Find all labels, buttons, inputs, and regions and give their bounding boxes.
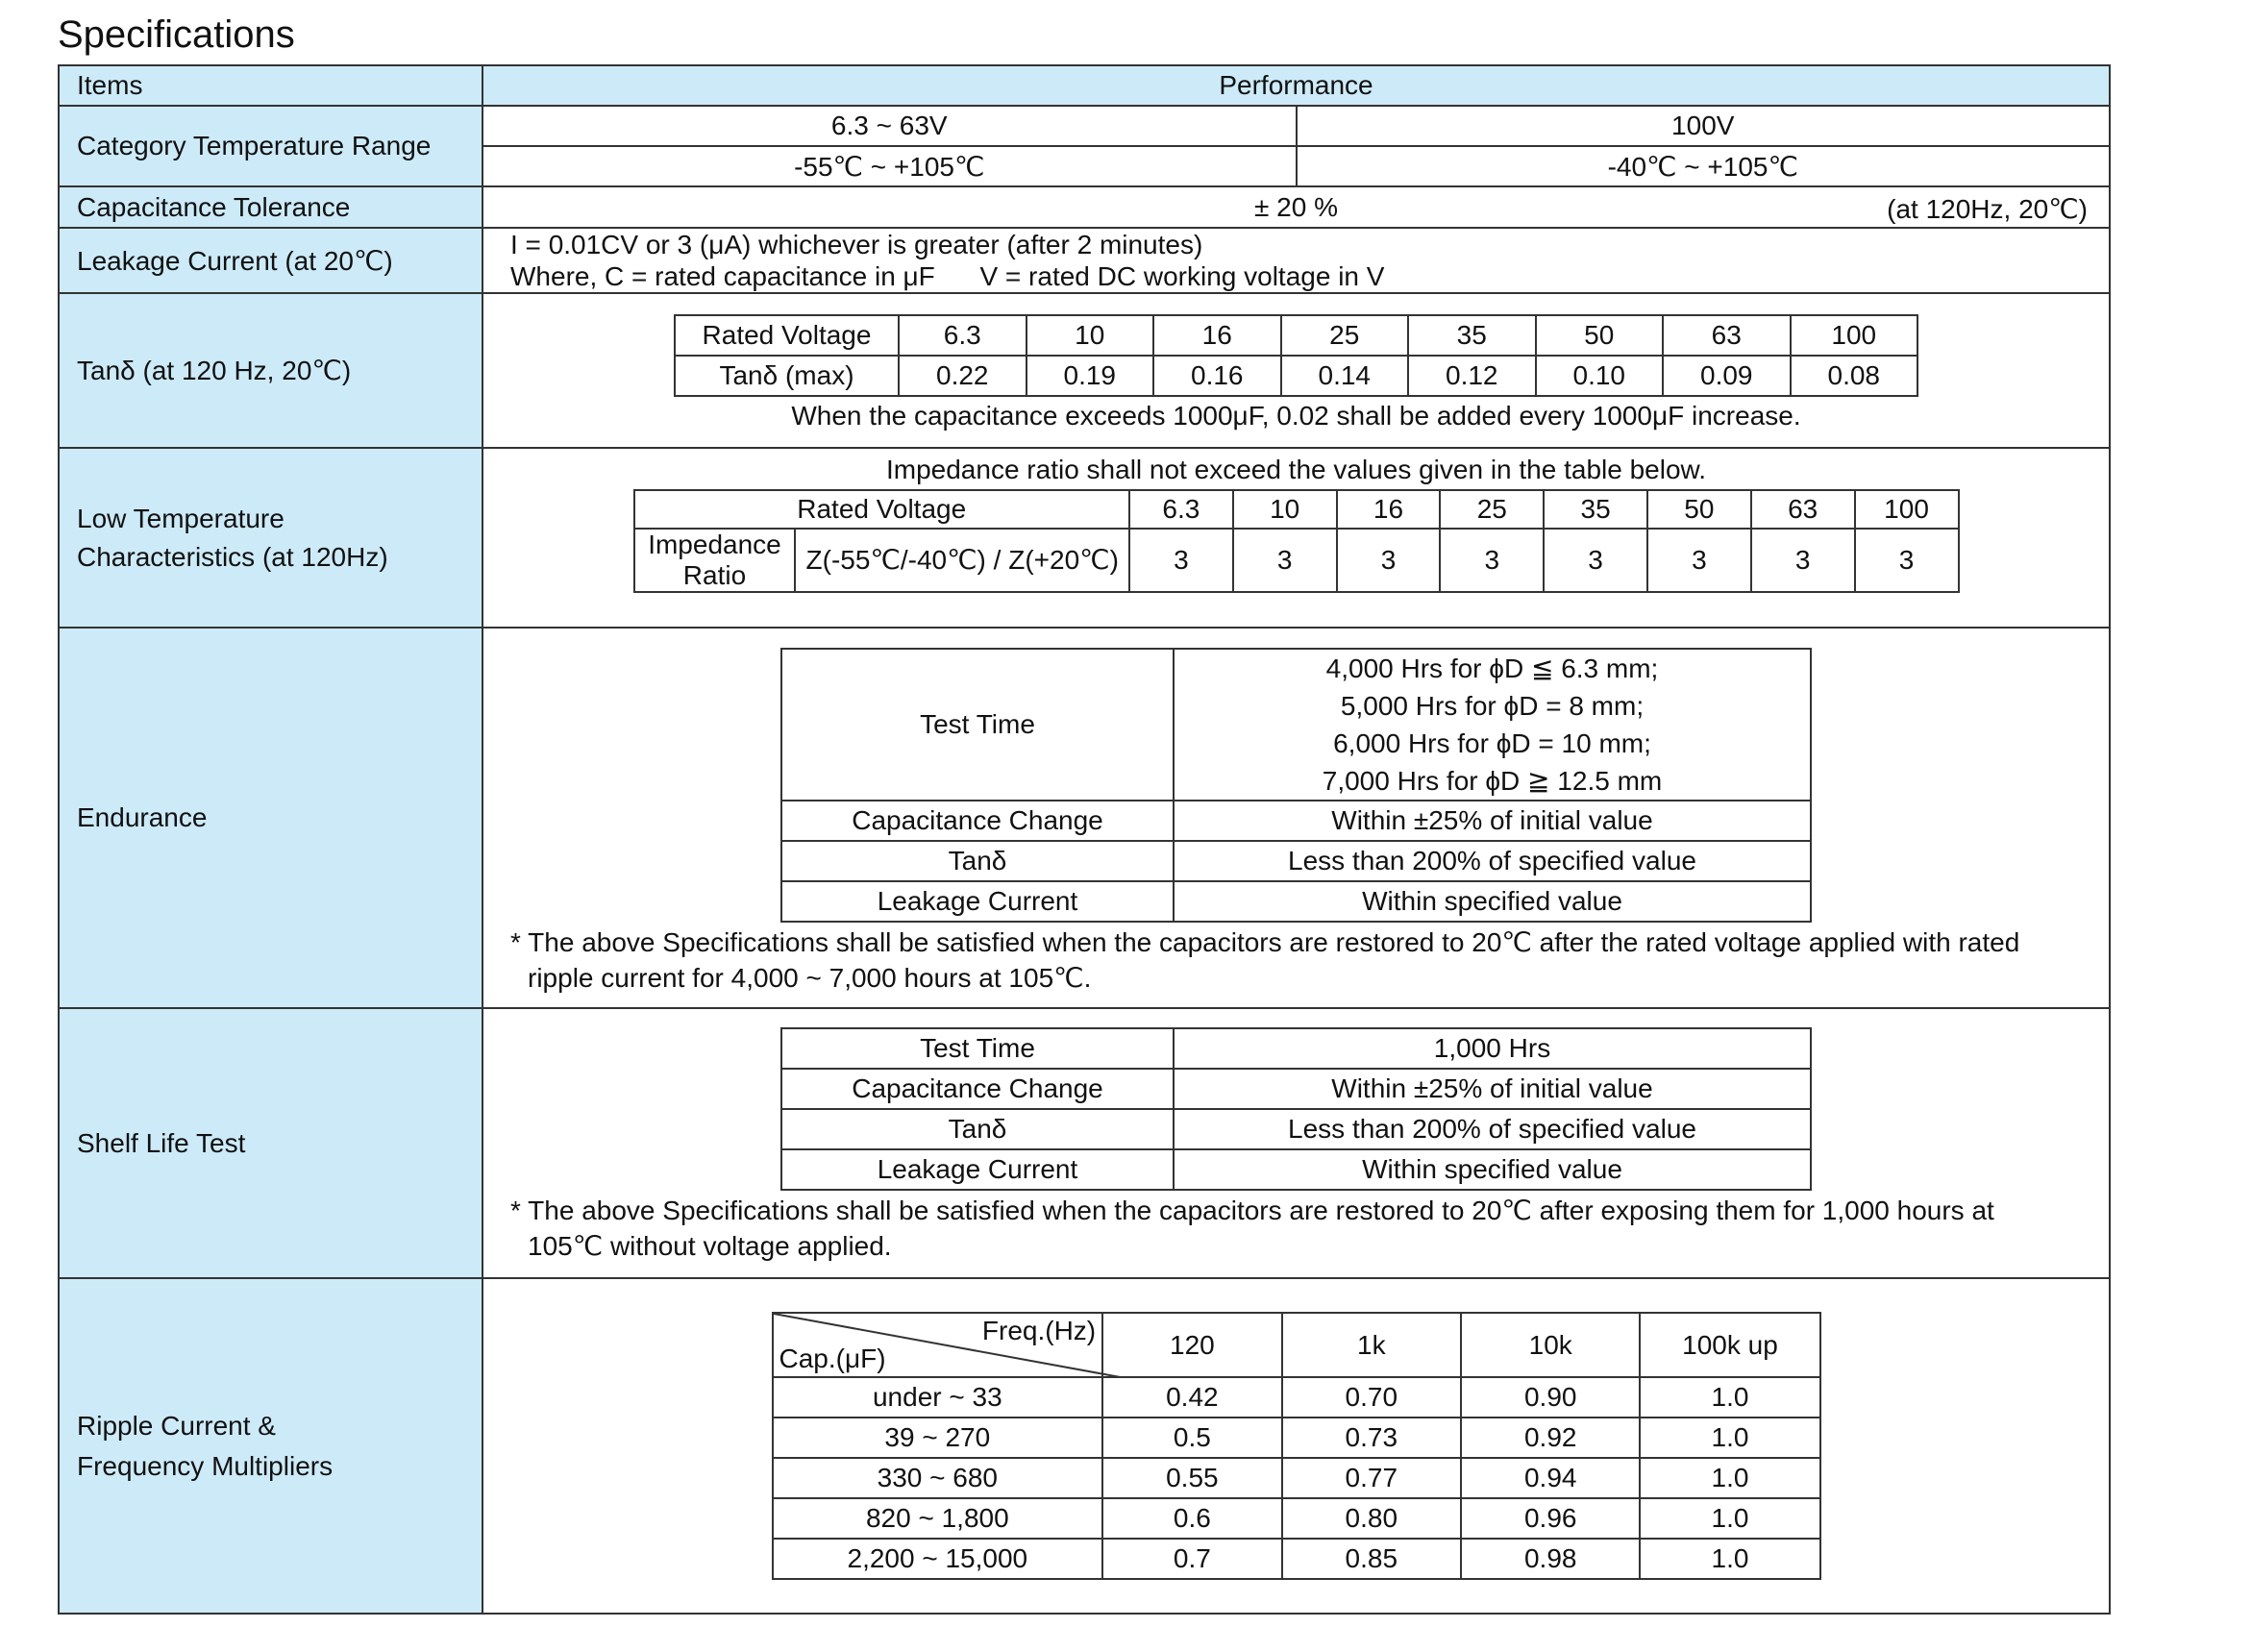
row-label-ripple-current bbox=[59, 1278, 482, 1614]
multiplier-cell: 0.55 bbox=[1102, 1458, 1281, 1498]
leakage-definitions: Where, C = rated capacitance in μF V = rated DC working voltage in V bbox=[510, 261, 1385, 291]
ripple-label-line1: Ripple Current & bbox=[77, 1410, 276, 1441]
low-temp-label-line1: Low Temperature bbox=[77, 503, 284, 533]
impedance-cell: 3 bbox=[1647, 529, 1751, 592]
tan-delta-cell: 0.12 bbox=[1408, 356, 1536, 396]
impedance-cell: 3 bbox=[1544, 529, 1647, 592]
voltage-cell: 63 bbox=[1751, 490, 1855, 529]
impedance-cell: 3 bbox=[1751, 529, 1855, 592]
multiplier-cell: 0.6 bbox=[1102, 1498, 1281, 1539]
row-label-endurance: Endurance bbox=[59, 628, 482, 1008]
tan-delta-header-voltage: Rated Voltage bbox=[675, 315, 899, 356]
voltage-cell: 16 bbox=[1337, 490, 1441, 529]
ripple-cap-label: Cap.(μF) bbox=[779, 1344, 886, 1373]
impedance-table bbox=[633, 489, 1960, 593]
endurance-hours-line: 5,000 Hrs for ϕD = 8 mm; bbox=[1340, 691, 1645, 721]
endurance-cap-change-value: Within ±25% of initial value bbox=[1174, 801, 1811, 841]
shelf-tan-delta-value: Less than 200% of specified value bbox=[1174, 1109, 1811, 1149]
ripple-label-line2: Frequency Multipliers bbox=[77, 1450, 334, 1481]
multiplier-cell: 0.96 bbox=[1461, 1498, 1640, 1539]
cap-range-cell: 2,200 ~ 15,000 bbox=[773, 1539, 1103, 1579]
endurance-cap-change-label: Capacitance Change bbox=[781, 801, 1174, 841]
multiplier-cell: 0.77 bbox=[1282, 1458, 1461, 1498]
row-label-shelf-life: Shelf Life Test bbox=[59, 1008, 482, 1278]
shelf-note bbox=[483, 1193, 2109, 1264]
impedance-header-voltage: Rated Voltage bbox=[634, 490, 1129, 529]
multiplier-cell: 1.0 bbox=[1640, 1418, 1819, 1458]
endurance-hours-line: 6,000 Hrs for ϕD = 10 mm; bbox=[1333, 728, 1651, 758]
voltage-cell: 35 bbox=[1408, 315, 1536, 356]
frequency-cell: 10k bbox=[1461, 1313, 1640, 1377]
shelf-life-table bbox=[780, 1027, 1812, 1191]
multiplier-cell: 1.0 bbox=[1640, 1539, 1819, 1579]
impedance-cell: 3 bbox=[1129, 529, 1233, 592]
frequency-cell: 100k up bbox=[1640, 1313, 1819, 1377]
tan-delta-header-max: Tanδ (max) bbox=[675, 356, 899, 396]
ripple-multiplier-table bbox=[772, 1312, 1821, 1580]
cap-range-cell: 330 ~ 680 bbox=[773, 1458, 1103, 1498]
endurance-note bbox=[483, 925, 2109, 996]
voltage-cell: 6.3 bbox=[1129, 490, 1233, 529]
frequency-cell: 120 bbox=[1102, 1313, 1281, 1377]
row-label-tan-delta: Tanδ (at 120 Hz, 20℃) bbox=[59, 293, 482, 448]
multiplier-cell: 0.73 bbox=[1282, 1418, 1461, 1458]
temperature-range-low: -55℃ ~ +105℃ bbox=[483, 146, 1297, 185]
endurance-table bbox=[780, 648, 1812, 923]
header-items: Items bbox=[59, 65, 482, 106]
endurance-note-line2: ripple current for 4,000 ~ 7,000 hours at 105℃. bbox=[528, 963, 1092, 993]
voltage-cell: 100 bbox=[1791, 315, 1918, 356]
voltage-cell: 100 bbox=[1855, 490, 1959, 529]
voltage-cell: 50 bbox=[1647, 490, 1751, 529]
tan-delta-cell: 0.16 bbox=[1153, 356, 1281, 396]
multiplier-cell: 1.0 bbox=[1640, 1458, 1819, 1498]
voltage-range-high: 100V bbox=[1297, 107, 2110, 146]
multiplier-cell: 0.85 bbox=[1282, 1539, 1461, 1579]
impedance-intro: Impedance ratio shall not exceed the values given in the table below. bbox=[885, 454, 1706, 484]
multiplier-cell: 0.80 bbox=[1282, 1498, 1461, 1539]
impedance-formula: Z(-55℃/-40℃) / Z(+20℃) bbox=[795, 529, 1129, 592]
row-label-low-temperature bbox=[59, 448, 482, 628]
shelf-leakage-value: Within specified value bbox=[1174, 1149, 1811, 1190]
row-label-category-temperature: Category Temperature Range bbox=[59, 106, 482, 186]
capacitance-tolerance-value: ± 20 % bbox=[1254, 191, 1338, 222]
tan-delta-cell: 0.10 bbox=[1536, 356, 1664, 396]
shelf-cap-change-label: Capacitance Change bbox=[781, 1069, 1174, 1109]
multiplier-cell: 0.90 bbox=[1461, 1377, 1640, 1418]
voltage-cell: 25 bbox=[1440, 490, 1544, 529]
ripple-corner-cell bbox=[773, 1313, 1103, 1377]
header-performance: Performance bbox=[482, 65, 2110, 106]
impedance-cell: 3 bbox=[1233, 529, 1337, 592]
endurance-hours-line: 4,000 Hrs for ϕD ≦ 6.3 mm; bbox=[1325, 653, 1659, 683]
tan-delta-cell: 0.19 bbox=[1027, 356, 1154, 396]
voltage-cell: 10 bbox=[1233, 490, 1337, 529]
endurance-tan-delta-label: Tanδ bbox=[781, 841, 1174, 881]
voltage-cell: 16 bbox=[1153, 315, 1281, 356]
endurance-test-time-label: Test Time bbox=[781, 649, 1174, 801]
tan-delta-cell: 0.09 bbox=[1663, 356, 1791, 396]
voltage-cell: 35 bbox=[1544, 490, 1647, 529]
shelf-test-time-value: 1,000 Hrs bbox=[1174, 1028, 1811, 1069]
shelf-note-line1: * The above Specifications shall be satisfied when the capacitors are restored to 20℃ after exposing them for 1,000 hours at bbox=[510, 1195, 1994, 1225]
endurance-leakage-value: Within specified value bbox=[1174, 881, 1811, 922]
multiplier-cell: 0.92 bbox=[1461, 1418, 1640, 1458]
multiplier-cell: 0.42 bbox=[1102, 1377, 1281, 1418]
endurance-tan-delta-value: Less than 200% of specified value bbox=[1174, 841, 1811, 881]
cap-range-cell: under ~ 33 bbox=[773, 1377, 1103, 1418]
multiplier-cell: 1.0 bbox=[1640, 1377, 1819, 1418]
tan-delta-note: When the capacitance exceeds 1000μF, 0.02 shall be added every 1000μF increase. bbox=[791, 400, 1801, 431]
multiplier-cell: 0.5 bbox=[1102, 1418, 1281, 1458]
leakage-formula: I = 0.01CV or 3 (μA) whichever is greater (after 2 minutes) bbox=[510, 230, 1203, 259]
tan-delta-cell: 0.08 bbox=[1791, 356, 1918, 396]
endurance-leakage-label: Leakage Current bbox=[781, 881, 1174, 922]
multiplier-cell: 1.0 bbox=[1640, 1498, 1819, 1539]
tan-delta-cell: 0.14 bbox=[1281, 356, 1409, 396]
low-temp-label-line2: Characteristics (at 120Hz) bbox=[77, 541, 388, 572]
temperature-range-high: -40℃ ~ +105℃ bbox=[1607, 151, 1798, 182]
impedance-cell: 3 bbox=[1855, 529, 1959, 592]
row-label-capacitance-tolerance: Capacitance Tolerance bbox=[59, 186, 482, 228]
multiplier-cell: 0.7 bbox=[1102, 1539, 1281, 1579]
multiplier-cell: 0.70 bbox=[1282, 1377, 1461, 1418]
impedance-ratio-line2: Ratio bbox=[682, 559, 747, 590]
shelf-tan-delta-label: Tanδ bbox=[781, 1109, 1174, 1149]
specifications-table bbox=[58, 64, 2111, 1615]
voltage-cell: 6.3 bbox=[899, 315, 1027, 356]
ripple-freq-label: Freq.(Hz) bbox=[981, 1316, 1097, 1345]
page-title: Specifications bbox=[58, 13, 295, 56]
impedance-cell: 3 bbox=[1337, 529, 1441, 592]
tan-delta-table bbox=[674, 314, 1918, 397]
cap-range-cell: 39 ~ 270 bbox=[773, 1418, 1103, 1458]
voltage-cell: 50 bbox=[1536, 315, 1664, 356]
endurance-test-time-values bbox=[1174, 649, 1811, 801]
impedance-ratio-line1: Impedance bbox=[648, 529, 781, 559]
endurance-note-line1: * The above Specifications shall be satisfied when the capacitors are restored to 20℃ after the rated voltage applied with rated bbox=[510, 927, 2020, 957]
multiplier-cell: 0.94 bbox=[1461, 1458, 1640, 1498]
endurance-hours-line: 7,000 Hrs for ϕD ≧ 12.5 mm bbox=[1322, 766, 1663, 796]
multiplier-cell: 0.98 bbox=[1461, 1539, 1640, 1579]
voltage-range-low: 6.3 ~ 63V bbox=[483, 107, 1297, 146]
shelf-test-time-label: Test Time bbox=[781, 1028, 1174, 1069]
shelf-note-line2: 105℃ without voltage applied. bbox=[528, 1230, 892, 1261]
impedance-ratio-label bbox=[634, 529, 796, 592]
shelf-leakage-label: Leakage Current bbox=[781, 1149, 1174, 1190]
voltage-cell: 63 bbox=[1663, 315, 1791, 356]
capacitance-tolerance-note: (at 120Hz, 20℃) bbox=[1887, 194, 2088, 224]
temperature-grid bbox=[483, 107, 2109, 185]
voltage-cell: 25 bbox=[1281, 315, 1409, 356]
row-label-leakage-current: Leakage Current (at 20℃) bbox=[59, 228, 482, 293]
impedance-cell: 3 bbox=[1440, 529, 1544, 592]
tan-delta-cell: 0.22 bbox=[899, 356, 1027, 396]
frequency-cell: 1k bbox=[1282, 1313, 1461, 1377]
voltage-cell: 10 bbox=[1027, 315, 1154, 356]
shelf-cap-change-value: Within ±25% of initial value bbox=[1174, 1069, 1811, 1109]
cap-range-cell: 820 ~ 1,800 bbox=[773, 1498, 1103, 1539]
